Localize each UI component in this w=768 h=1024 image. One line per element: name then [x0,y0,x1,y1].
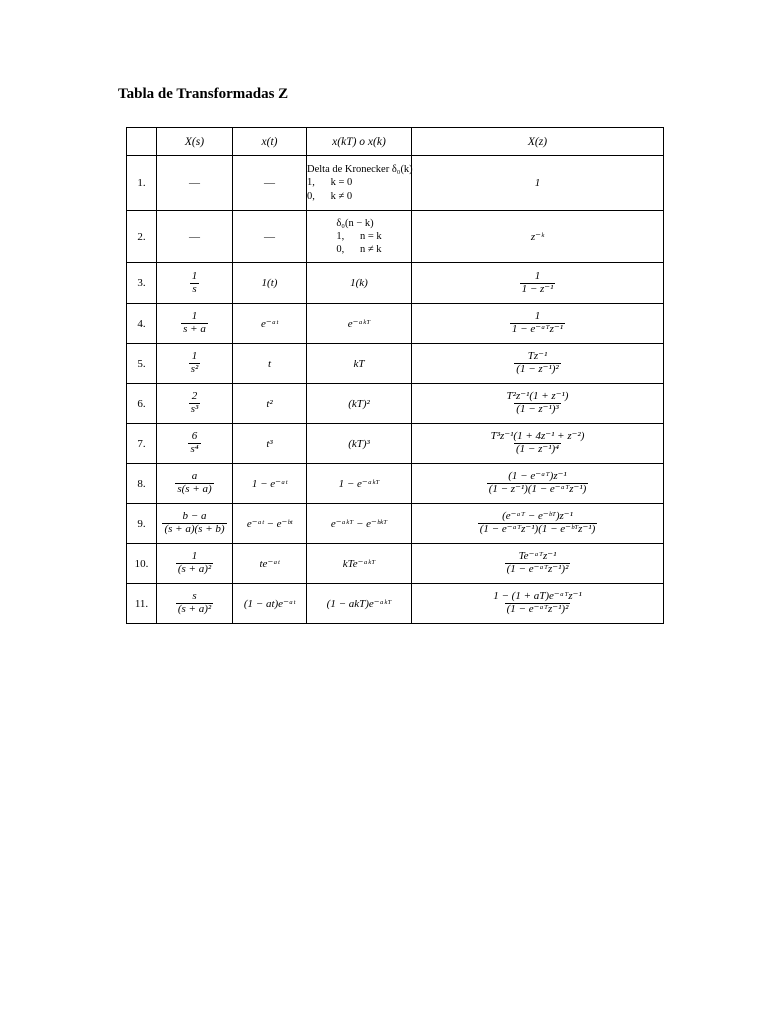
table-row [127,263,664,304]
Xz-fraction [478,511,597,535]
Xs-denominator: s³ [190,403,199,415]
xk-value: (1 − akT)e⁻ᵃᵏᵀ [326,598,392,610]
Xz-fraction [489,431,587,455]
cell-Xz [412,424,664,464]
xk-value: (kT)² [348,397,370,410]
header-xt: x(t) [233,128,307,156]
Xz-fraction [491,591,584,615]
row-number [127,344,157,384]
Xz-fraction [514,351,560,375]
Xs-fraction [181,311,208,335]
xt-value: t³ [266,437,273,450]
cell-xk [307,504,412,544]
row-number-label: 6. [137,397,146,410]
cell-xk [307,464,412,504]
cell-Xz [412,464,664,504]
xt-value: te⁻ᵃᵗ [259,558,280,570]
header-number [127,128,157,156]
Xs-denominator: s + a [183,323,206,335]
Xz-value: 1 [534,177,541,189]
xk-line: δ₀(n − k) [336,217,374,229]
cell-xt [233,384,307,424]
xt-value: — [264,230,275,243]
row-number-label: 9. [137,517,146,530]
Xs-fraction [176,591,213,615]
cell-xk [307,156,412,211]
Xz-denominator: (1 − e⁻ᵃᵀz⁻¹)² [506,603,569,615]
Xs-denominator: s [192,282,197,295]
xt-value: e⁻ᵃᵗ [261,318,278,330]
row-number [127,544,157,584]
cell-Xs [157,424,233,464]
Xz-numerator: (e⁻ᵃᵀ − e⁻ᵇᵀ)z⁻¹ [502,510,573,523]
Xz-denominator: (1 − z⁻¹)³ [516,403,559,415]
Xs-numerator: a [191,470,198,483]
Xz-denominator: (1 − e⁻ᵃᵀz⁻¹)(1 − e⁻ᵇᵀz⁻¹) [479,523,596,535]
Xs-numerator: 6 [191,430,198,443]
xt-value: e⁻ᵃᵗ − e⁻ᵇᵗ [246,518,293,530]
page-title: Tabla de Transformadas Z [118,86,289,102]
Xz-fraction [520,271,556,295]
cell-xt [233,156,307,211]
cell-xt [233,304,307,344]
cell-xt [233,344,307,384]
cell-xk [307,584,412,624]
Xz-denominator: 1 − z⁻¹ [521,282,554,295]
Xs-fraction [189,351,201,375]
Xz-denominator: (1 − z⁻¹)⁴ [516,443,559,455]
row-number [127,384,157,424]
Xz-denominator: (1 − z⁻¹)² [516,363,559,375]
xk-line: 1, k = 0 [307,177,353,189]
table-row [127,544,664,584]
cell-xt [233,544,307,584]
row-number [127,584,157,624]
cell-Xz [412,544,664,584]
xt-value: — [264,177,275,189]
cell-Xz [412,211,664,263]
xt-value: (1 − at)e⁻ᵃᵗ [243,598,296,610]
row-number [127,263,157,304]
cell-xk [307,384,412,424]
table-row [127,304,664,344]
xk-value: e⁻ᵃᵏᵀ [347,318,371,330]
row-number-label: 1. [137,177,146,189]
row-number [127,464,157,504]
Xs-denominator: s² [190,363,199,375]
Xz-value: z⁻ᵏ [530,231,545,243]
cell-xk [307,263,412,304]
Xs-fraction [175,471,213,495]
row-number-label: 2. [137,230,146,243]
xt-value: t² [266,397,273,410]
cell-xt [233,504,307,544]
xk-value: 1 − e⁻ᵃᵏᵀ [338,478,380,490]
row-number [127,424,157,464]
Xs-numerator: 2 [191,390,198,403]
cell-xt [233,263,307,304]
Xs-denominator: s(s + a) [177,483,212,495]
Xs-value: — [189,177,200,189]
cell-Xs [157,544,233,584]
Xs-fraction [162,511,226,535]
table-row [127,464,664,504]
cell-xt [233,584,307,624]
Xz-denominator: 1 − e⁻ᵃᵀz⁻¹ [511,323,564,335]
table-row [127,344,664,384]
table-row [127,424,664,464]
cell-Xs [157,464,233,504]
xk-line: 1, n = k [336,230,382,242]
Xs-numerator: 1 [191,550,198,563]
xk-value: kTe⁻ᵃᵏᵀ [342,558,376,570]
Xs-numerator: 1 [191,310,198,323]
row-number-label: 3. [137,277,146,289]
Xz-numerator: (1 − e⁻ᵃᵀ)z⁻¹ [508,470,567,483]
cell-Xz [412,504,664,544]
xk-value: kT [353,357,365,370]
Xz-fraction [510,311,565,335]
Xs-fraction [189,391,201,415]
table-row [127,504,664,544]
cell-Xz [412,584,664,624]
Xs-fraction [188,431,200,455]
xk-definition [307,163,413,202]
Xs-denominator: s⁴ [190,443,199,455]
Xz-numerator: T³z⁻¹(1 + 4z⁻¹ + z⁻²) [490,430,585,443]
xk-definition [336,217,381,256]
z-transform-table [126,127,664,624]
row-number-label: 4. [137,317,146,330]
Xs-fraction [190,271,200,295]
cell-Xs [157,263,233,304]
xt-value: 1 − e⁻ᵃᵗ [251,478,288,490]
cell-Xs [157,156,233,211]
Xs-denominator: (s + a)² [177,603,212,615]
header-Xz: X(z) [412,128,664,156]
row-number [127,211,157,263]
Xs-numerator: 1 [191,269,198,282]
table-header-row [127,128,664,156]
Xz-numerator: 1 [534,269,541,282]
Xs-numerator: b − a [182,510,207,523]
row-number [127,504,157,544]
Xs-denominator: (s + a)(s + b) [164,523,225,535]
Xz-numerator: 1 − (1 + aT)e⁻ᵃᵀz⁻¹ [493,590,582,603]
xk-value: 1(k) [350,277,368,289]
Xs-fraction [176,551,213,575]
Xz-fraction [505,551,571,575]
Xs-numerator: s [192,590,197,603]
header-xk: x(kT) o x(k) [307,128,412,156]
table-row [127,384,664,424]
cell-xk [307,344,412,384]
cell-Xz [412,263,664,304]
row-number [127,156,157,211]
Xz-numerator: Te⁻ᵃᵀz⁻¹ [518,550,557,563]
cell-xk [307,304,412,344]
xk-line: Delta de Kronecker δ₀(k) [307,164,413,176]
cell-Xs [157,344,233,384]
xk-value: e⁻ᵃᵏᵀ − e⁻ᵇᵏᵀ [330,518,388,530]
row-number-label: 5. [137,357,146,370]
row-number-label: 11. [134,597,149,610]
Xz-fraction [487,471,589,495]
cell-Xs [157,304,233,344]
cell-Xz [412,156,664,211]
cell-xk [307,211,412,263]
xt-value: t [267,357,272,370]
cell-xt [233,424,307,464]
Xz-numerator: Tz⁻¹ [527,350,548,363]
cell-xt [233,464,307,504]
row-number-label: 8. [137,477,146,490]
table-row [127,156,664,211]
cell-xt [233,211,307,263]
cell-Xz [412,304,664,344]
Xz-fraction [505,391,571,415]
xk-value: (kT)³ [348,437,370,450]
Xz-denominator: (1 − z⁻¹)(1 − e⁻ᵃᵀz⁻¹) [488,483,587,495]
row-number-label: 10. [134,557,149,570]
cell-xk [307,544,412,584]
row-number [127,304,157,344]
xt-value: 1(t) [261,277,278,289]
cell-Xs [157,384,233,424]
Xz-numerator: 1 [534,310,541,323]
Xz-numerator: T²z⁻¹(1 + z⁻¹) [506,390,569,403]
cell-Xs [157,584,233,624]
header-Xs: X(s) [157,128,233,156]
cell-Xs [157,504,233,544]
cell-Xz [412,384,664,424]
cell-xk [307,424,412,464]
Xz-denominator: (1 − e⁻ᵃᵀz⁻¹)² [506,563,569,575]
table-row [127,584,664,624]
Xs-denominator: (s + a)² [177,563,212,575]
Xs-numerator: 1 [191,350,198,363]
Xs-value: — [189,230,200,243]
cell-Xz [412,344,664,384]
row-number-label: 7. [137,437,146,450]
cell-Xs [157,211,233,263]
table-row [127,211,664,263]
xk-line: 0, n ≠ k [336,244,382,256]
xk-line: 0, k ≠ 0 [307,190,353,202]
